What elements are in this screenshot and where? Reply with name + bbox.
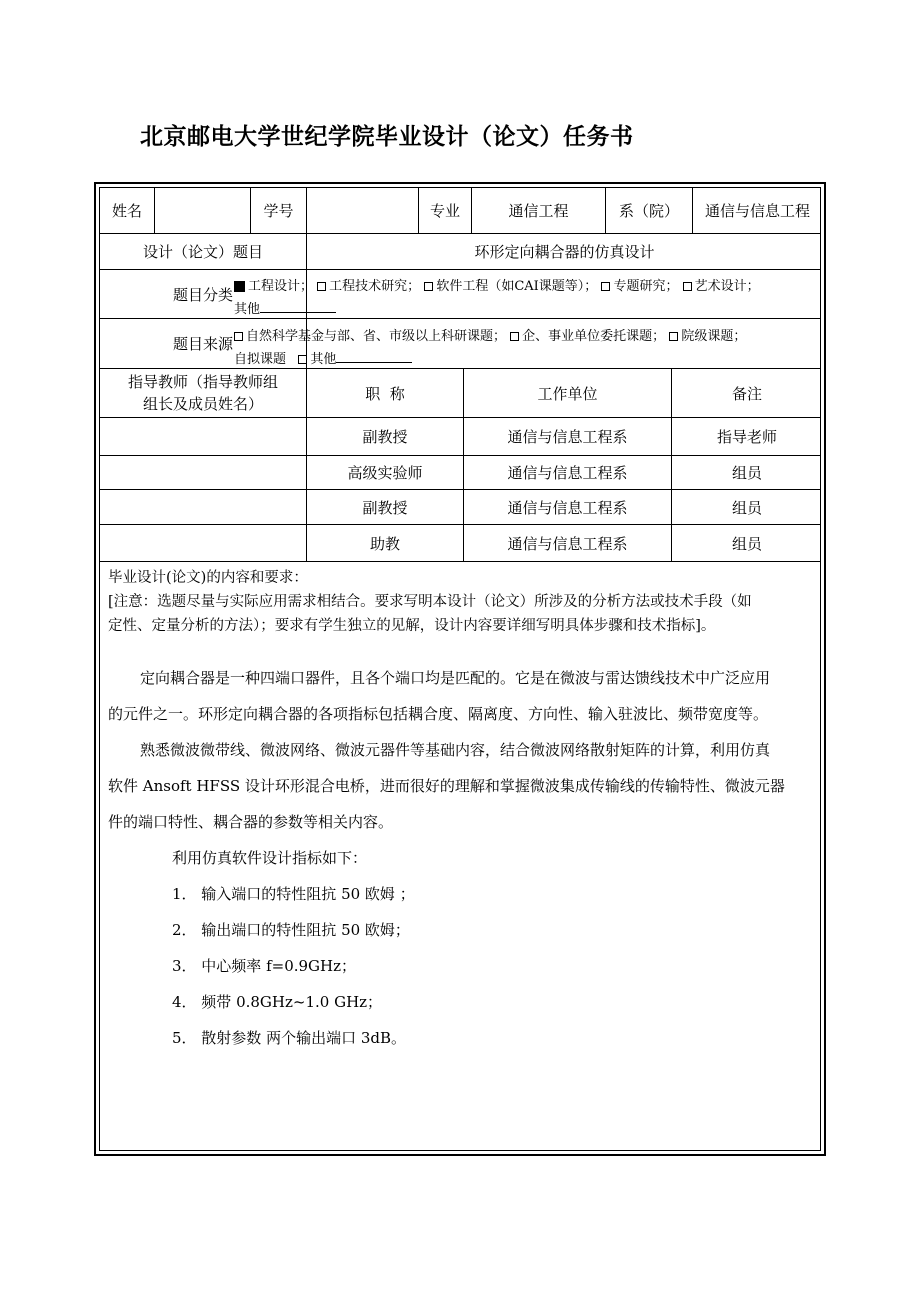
advisor-unit-cell: 通信与信息工程系	[507, 534, 628, 553]
source-other-blank[interactable]	[336, 350, 412, 363]
spec-item: 4． 频带 0.8GHz~1.0 GHz；	[172, 993, 383, 1011]
category-option: 艺术设计；	[694, 279, 760, 294]
checkbox-icon[interactable]	[234, 332, 243, 341]
advisor-name-header	[100, 369, 306, 417]
topic-label: 设计（论文）题目	[142, 243, 263, 261]
paragraph-line: 的元件之一。环形定向耦合器的各项指标包括耦合度、隔离度、方向性、输入驻波比、频带宽度等。	[108, 705, 769, 723]
advisor-name-cell[interactable]	[100, 418, 306, 455]
advisor-name-header-line1: 指导教师（指导教师组	[127, 373, 278, 391]
advisor-title-cell: 助教	[369, 534, 400, 553]
advisor-title-cell: 副教授	[362, 428, 408, 446]
spec-item: 2． 输出端口的特性阻抗 50 欧姆；	[172, 921, 410, 939]
category-option: 软件工程（如CAI课题等）；	[436, 279, 598, 294]
spec-item: 1． 输入端口的特性阻抗 50 欧姆 ；	[172, 885, 415, 903]
source-option: 企、事业单位委托课题；	[522, 329, 666, 344]
advisor-name-cell[interactable]	[100, 490, 306, 524]
paragraph-line: 件的端口特性、耦合器的参数等相关内容。	[108, 813, 394, 831]
content-note-line: 定性、定量分析的方法）；要求有学生独立的见解，设计内容要详细写明具体步骤和技术指标]。	[108, 618, 716, 634]
paragraph-line: 定向耦合器是一种四端口器件，且各个端口均是匹配的。它是在微波与雷达馈线技术中广泛应用	[140, 669, 771, 687]
advisor-unit-header: 工作单位	[537, 384, 598, 403]
source-option: 院级课题；	[681, 329, 747, 344]
source-self-label: 自拟课题	[234, 352, 287, 367]
student-id-label: 学号	[263, 202, 294, 220]
paragraph-line: 熟悉微波微带线、微波网络、微波元器件等基础内容，结合微波网络散射矩阵的计算，利用仿真	[140, 741, 771, 759]
checkbox-icon[interactable]	[298, 355, 307, 364]
advisor-note-cell: 组员	[731, 534, 762, 553]
advisor-note-cell: 组员	[731, 464, 762, 482]
advisor-name-cell[interactable]	[100, 456, 306, 489]
advisor-title-cell: 高级实验师	[347, 464, 423, 482]
dept-label: 系（院）	[618, 202, 679, 220]
row-divider	[100, 561, 820, 562]
checked-box-icon[interactable]	[234, 281, 245, 292]
advisor-unit-cell: 通信与信息工程系	[507, 498, 628, 517]
advisor-unit-cell: 通信与信息工程系	[507, 428, 628, 446]
checkbox-icon[interactable]	[317, 282, 326, 291]
spec-item: 5． 散射参数 两个输出端口 3dB。	[172, 1029, 407, 1047]
checkbox-icon[interactable]	[669, 332, 678, 341]
content-heading: 毕业设计(论文)的内容和要求：	[108, 570, 308, 586]
source-self-other	[234, 348, 412, 367]
advisor-name-cell[interactable]	[100, 525, 306, 561]
source-option: 自然科学基金与部、省、市级以上科研课题；	[246, 329, 507, 344]
task-form-table	[99, 187, 821, 1151]
category-other-label: 其他	[234, 302, 261, 317]
category-other-blank[interactable]	[260, 300, 336, 313]
source-other-label: 其他	[310, 352, 337, 367]
category-label: 题目分类	[172, 285, 233, 304]
spec-intro: 利用仿真软件设计指标如下：	[172, 849, 368, 867]
checkbox-icon[interactable]	[424, 282, 433, 291]
name-label: 姓名	[111, 202, 142, 220]
task-form-frame	[94, 182, 826, 1156]
category-option: 工程设计；	[248, 279, 314, 294]
source-label: 题目来源	[172, 335, 233, 353]
checkbox-icon[interactable]	[510, 332, 519, 341]
page-title: 北京邮电大学世纪学院毕业设计（论文）任务书	[140, 124, 634, 150]
advisor-title-header: 职 称	[365, 384, 405, 403]
advisor-note-header: 备注	[731, 384, 762, 403]
category-option: 专题研究；	[613, 279, 679, 294]
student-id-value[interactable]	[307, 188, 418, 233]
major-label: 专业	[429, 202, 460, 220]
spec-item: 3． 中心频率 f=0.9GHz；	[172, 957, 357, 975]
advisor-note-cell: 组员	[731, 498, 762, 517]
topic-value: 环形定向耦合器的仿真设计	[474, 243, 655, 261]
name-value[interactable]	[155, 188, 250, 233]
category-option: 工程技术研究；	[329, 279, 421, 294]
paragraph-line: 软件 Ansoft HFSS 设计环形混合电桥，进而很好的理解和掌握微波集成传输线的传输特性、微波元器	[108, 777, 785, 795]
advisor-unit-cell: 通信与信息工程系	[507, 464, 628, 482]
source-options	[234, 325, 746, 344]
advisor-note-cell: 指导老师	[716, 428, 777, 446]
checkbox-icon[interactable]	[683, 282, 692, 291]
category-other	[234, 298, 336, 317]
content-note-line: [注意：选题尽量与实际应用需求相结合。要求写明本设计（论文）所涉及的分析方法或技术手段（如	[108, 594, 752, 610]
checkbox-icon[interactable]	[601, 282, 610, 291]
advisor-name-header-line2: 组长及成员姓名）	[142, 395, 263, 413]
dept-value: 通信与信息工程	[704, 202, 810, 220]
category-options	[234, 275, 760, 294]
advisor-title-cell: 副教授	[362, 498, 408, 517]
major-value: 通信工程	[508, 202, 569, 220]
